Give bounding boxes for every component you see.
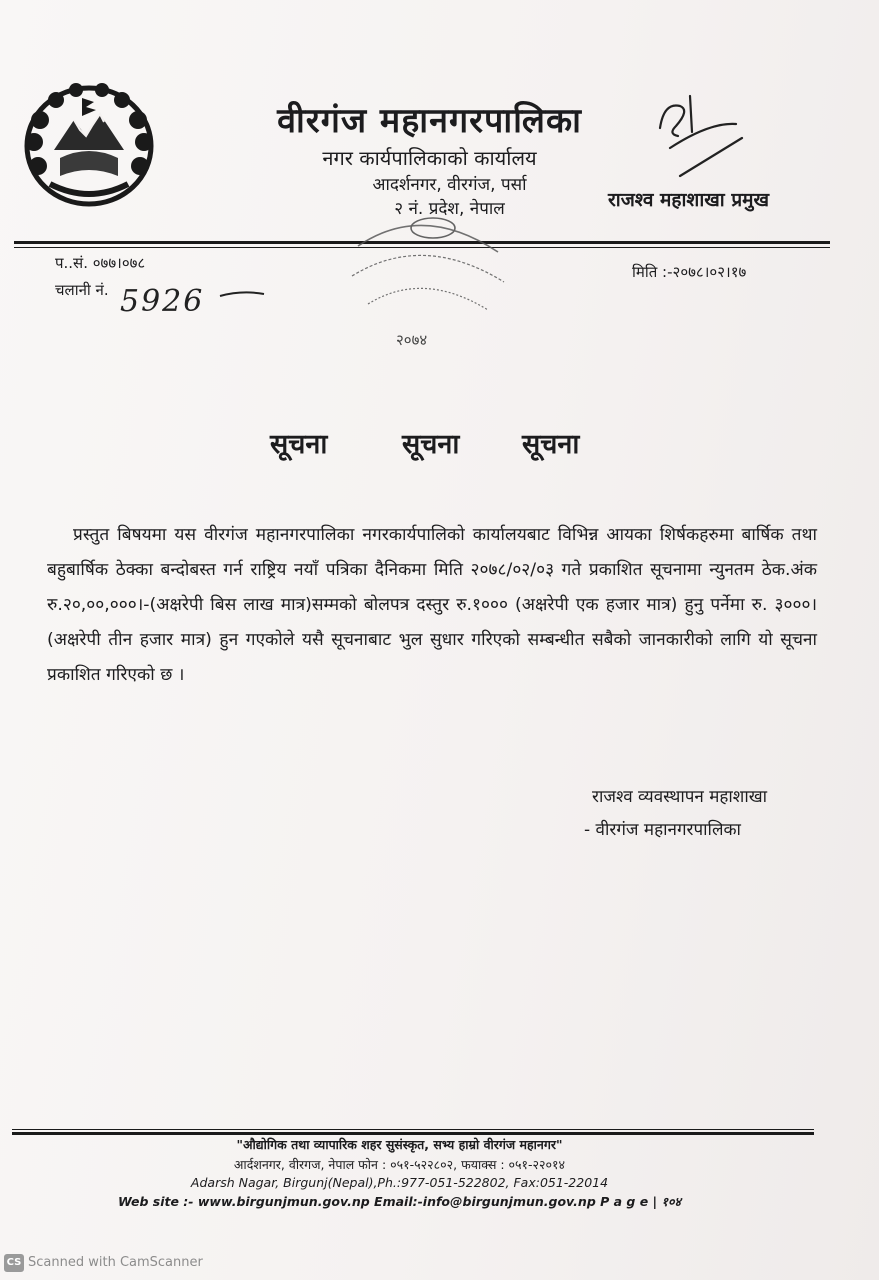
org-title: वीरगंज महानगरपालिका bbox=[277, 101, 582, 141]
stamp-year: २०७४ bbox=[396, 331, 428, 349]
dispatch-number: 5926 bbox=[120, 284, 205, 319]
footer-address-nepali: आर्दशनगर, वीरगज, नेपाल फोन : ०५१-५२२८०२, फयाक्स : ०५१-२२०१४ bbox=[233, 1157, 566, 1172]
signoff-department: राजश्व व्यवस्थापन महाशाखा bbox=[592, 787, 768, 807]
org-province: २ नं. प्रदेश, नेपाल bbox=[394, 199, 505, 219]
notice-heading-3: सूचना bbox=[522, 429, 580, 460]
dispatch-underline bbox=[218, 288, 266, 304]
footer-slogan: "औद्योगिक तथा व्यापारिक शहर सुसंस्कृत, सभ्य हाम्रो वीरगंज महानगर" bbox=[236, 1137, 563, 1152]
dispatch-label: चलानी नं. bbox=[55, 281, 109, 299]
notice-heading-2: सूचना bbox=[402, 429, 460, 460]
camscanner-icon: CS bbox=[4, 1254, 24, 1272]
footer-rule-top bbox=[12, 1129, 814, 1130]
footer-address-english: Adarsh Nagar, Birgunj(Nepal),Ph.:977-051-522802, Fax:051-22014 bbox=[190, 1175, 609, 1190]
issue-date: मिति :-२०७८।०२।१७ bbox=[632, 263, 747, 281]
footer-rule-bottom bbox=[12, 1132, 814, 1135]
footer-web-email: Web site :- www.birgunjmun.gov.np Email:-info@birgunjmun.gov.np P a g e | १०४ bbox=[118, 1194, 681, 1209]
notice-body-paragraph: प्रस्तुत बिषयमा यस वीरगंज महानगरपालिका नगरकार्यपालिको कार्यालयबाट विभिन्न आयका शिर्षकहरुमा बार्षिक तथा बहुबार्षिक ठेक्का बन्दोबस्त गर्न राष्ट्रिय नयाँ पत्रिका दैनिकमा मिति २०७८/०२/०३ गते प्रकाशित सूचनामा न्युनतम ठेक.अंक रु.२०,००,०००।-(अक्षरेपी बिस लाख मात्र)सम्मको बोलपत्र दस्तुर रु.१००० (अक्षरेपी एक हजार मात्र) हुनु पर्नेमा रु. ३०००।(अक्षरेपी तीन हजार मात्र) हुन गएकोले यसै सूचनाबाट भुल सुधार गरिएको सम्बन्धीत सबैको जानकारीको लागि यो सूचना प्रकाशित गरिएको छ । bbox=[47, 525, 817, 685]
signatory-title: राजश्व महाशाखा प्रमुख bbox=[608, 189, 770, 211]
reference-number: प..सं. ०७७।०७८ bbox=[55, 254, 146, 272]
scanner-watermark: Scanned with CamScanner bbox=[28, 1255, 203, 1270]
signature-mark bbox=[650, 92, 750, 182]
notice-heading-1: सूचना bbox=[270, 429, 328, 460]
org-address: आदर्शनगर, वीरगंज, पर्सा bbox=[372, 175, 527, 195]
org-office: नगर कार्यपालिकाको कार्यालय bbox=[322, 146, 537, 170]
signoff-organization: - वीरगंज महानगरपालिका bbox=[584, 820, 741, 840]
